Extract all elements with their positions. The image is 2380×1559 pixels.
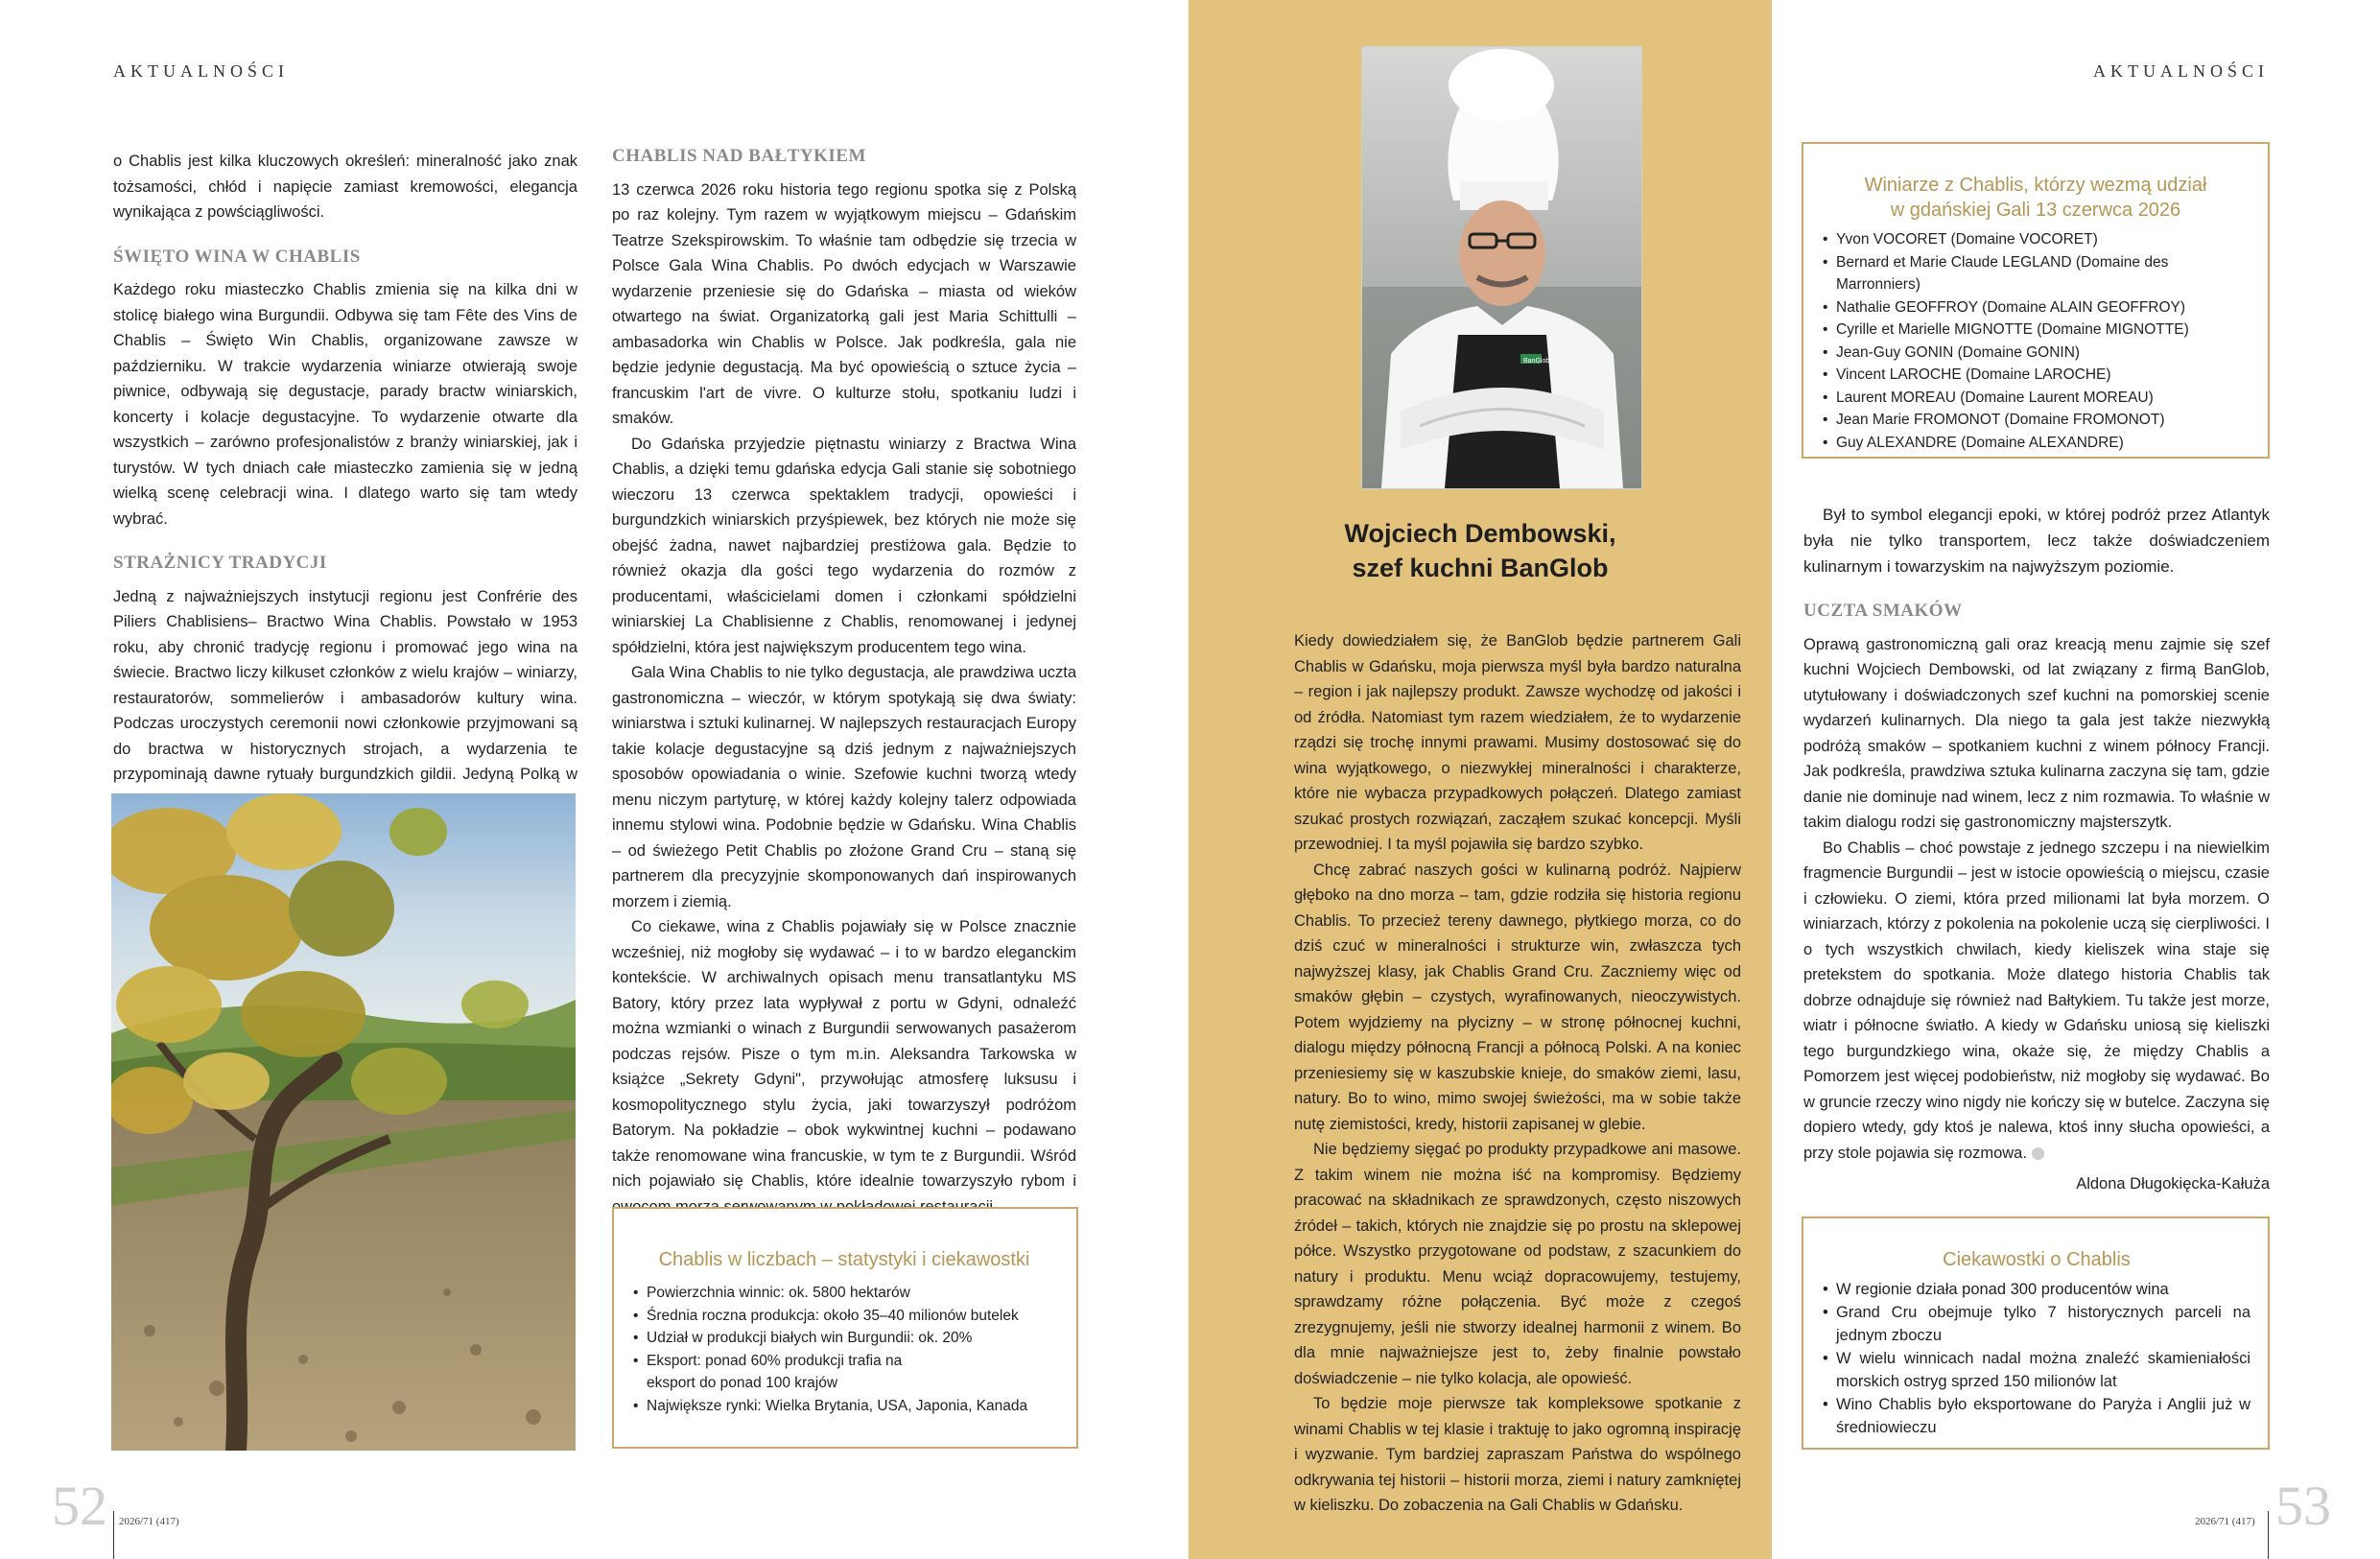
chef-paragraph-3: Nie będziemy sięgać po produkty przypadkowe ani masowe. Z takim winem nie można iść na kompromisy. Będziemy pracować na składnikach ze sprawdzonych, często niszowych źródeł – takich, których nie znajdzie się po prostu na sklepowej półce. Wszystko przygotowane od podstaw, z szacunkiem do natury i produktu. Menu wciąż dopracowujemy, testujemy, sprawdzamy różne połączenia. Być może z czegoś zrezygnujemy, jeśli nie stworzy idealnej harmonii z winem. Bo dla mnie najważniejsze jest to, żeby finalnie powstało doświadczenie – nie tylko kolacja, ale opowieść. xyxy=(1294,1141,1741,1387)
fact-item: • Grand Cru obejmuje tylko 7 historycznych parceli na jednym zboczu xyxy=(1823,1301,2250,1347)
fact-item: • Wino Chablis było eksportowane do Paryża i Anglii już w średniowieczu xyxy=(1823,1393,2250,1439)
winemakers-box xyxy=(1802,142,2270,459)
col4-intro: Był to symbol elegancji epoki, w której podróż przez Atlantyk była nie tylko transportem, lecz także doświadczeniem kulinarnym i towarzyskim na najwyższym poziomie. xyxy=(1803,506,2270,576)
footer-rule-left xyxy=(113,1511,114,1559)
chef-name-caption xyxy=(1247,516,1713,585)
winemaker-item: • Jean Marie FROMONOT (Domaine FROMONOT) xyxy=(1823,409,2249,432)
winemakers-title-line2: w gdańskiej Gali 13 czerwca 2026 xyxy=(1890,200,2181,221)
winemaker-item: • Cyrille et Marielle MIGNOTTE (Domaine MIGNOTTE) xyxy=(1823,319,2249,342)
winemaker-item: • Laurent MOREAU (Domaine Laurent MOREAU) xyxy=(1823,387,2249,410)
chef-photo xyxy=(1361,46,1642,489)
col2-paragraph-3: Gala Wina Chablis to nie tylko degustacja, ale prawdziwa uczta gastronomiczna – wieczór, w którym spotykają się dwa światy: winiarstwa i sztuki kulinarnej. W najlepszych restauracjach Europy takie kolacje degustacyjne są dziś jednym z najważniejszych sposobów opowiadania o winie. Szefowie kuchni tworzą wtedy menu niczym partyturę, w której każdy kolejny talerz odpowiada innemu stylowi wina. Podobnie będzie w Gdańsku. Wina Chablis – od świeżego Petit Chablis po złożone Grand Cru – staną się partnerem dla precyzyjnie skomponowanych dań inspirowanych morzem i ziemią. xyxy=(612,664,1076,910)
stats-box xyxy=(612,1207,1078,1449)
col2-paragraph-2: Do Gdańska przyjedzie piętnastu winiarzy z Bractwa Wina Chablis, a dzięki temu gdańska edycja Gali stanie się sobotniego wieczoru 13 czerwca spektaklem tradycji, opowieści i burgundzkich winiarskich przyśpiewek, bez których nie może się obejść żadna, nawet najbardziej prestiżowa gala. Będzie to również okazja dla gości tego wydarzenia do rozmów z producentami, właścicielami domen i członkami spółdzielni winiarskiej La Chablisienne z Chablis, renomowanej i jedynej spółdzielni, która jest największym producentem tego wina. xyxy=(612,435,1076,656)
stats-item: • Eksport: ponad 60% produkcji trafia na eksport do ponad 100 krajów xyxy=(633,1350,934,1395)
facts-box xyxy=(1802,1216,2270,1450)
col1-heading-swieto: ŚWIĘTO WINA W CHABLIS xyxy=(113,246,361,267)
winemaker-item: • Jean-Guy GONIN (Domaine GONIN) xyxy=(1823,342,2249,365)
page-number-right: 53 xyxy=(2275,1475,2331,1537)
folio-left: 2026/71 (417) xyxy=(119,1516,179,1527)
col1-paragraph-1: Każdego roku miasteczko Chablis zmienia się na kilka dni w stolicę białego wina Burgundii. Odbywa się tam Fête des Vins de Chablis – Święto Win Chablis, organizowane zawsze w październiku. W trakcie wydarzenia winiarze otwierają swoje piwnice, odbywają się degustacje, parady bractw winiarskich, koncerty i kolacje degustacyjne. To wydarzenie otwarte dla wszystkich – zarówno profesjonalistów z branży winiarskiej, jak i turystów. W tych dniach całe miasteczko zamienia się w jedną wielką scenę celebracji wina. I dlatego warto się tam wtedy wybrać. xyxy=(113,281,577,528)
stats-item: • Największe rynki: Wielka Brytania, USA, Japonia, Kanada xyxy=(633,1395,1055,1418)
chef-name: Wojciech Dembowski, xyxy=(1344,519,1616,548)
apron-logo: BanGlob xyxy=(1523,358,1550,365)
column-4 xyxy=(1803,502,2270,1197)
winemaker-item: • Yvon VOCORET (Domaine VOCORET) xyxy=(1823,228,2249,251)
vineyard-photo xyxy=(111,793,576,1451)
section-header-right: AKTUALNOŚCI xyxy=(2093,61,2269,81)
col4-paragraph-1: Oprawą gastronomiczną gali oraz kreacją menu zajmie się szef kuchni Wojciech Dembowski, od lat związany z firmą BanGlob, utytułowany i doświadczonych szef kuchni na pomorskiej scenie wydarzeń kulinarnych. Dla niego ta gala jest także niezwykłą podróżą smaków – spotkaniem kuchni z winem północy Francji. Jak podkreśla, prawdziwa sztuka kulinarna zaczyna się tam, gdzie danie nie dominuje nad winem, lecz z nim rozmawia. To właśnie w takim dialogu rodzi się gastronomiczny majsterszytk. xyxy=(1803,635,2270,831)
fact-item: • W wielu winnicach nadal można znaleźć skamieniałości morskich ostryg sprzed 150 milionów lat xyxy=(1823,1347,2250,1393)
stats-item: • Udział w produkcji białych win Burgundii: ok. 20% xyxy=(633,1327,1055,1350)
section-header-left: AKTUALNOŚCI xyxy=(113,61,289,81)
column-1 xyxy=(113,149,577,813)
page-number-left: 52 xyxy=(52,1475,107,1537)
chef-paragraph-4: To będzie moje pierwsze tak kompleksowe spotkanie z winami Chablis w tej klasie i traktuję to jako ogromną inspirację i wyzwanie. Tym bardziej zapraszam Państwa do wspólnego odkrywania tej historii – historii morza, ziemi i natury zamkniętej w kieliszku. Do zobaczenia na Gali Chablis w Gdańsku. xyxy=(1294,1395,1741,1514)
column-chef xyxy=(1294,628,1741,1519)
end-mark-icon xyxy=(2032,1147,2044,1160)
facts-list xyxy=(1823,1278,2250,1439)
winemakers-list xyxy=(1823,228,2249,454)
col2-paragraph-4: Co ciekawe, wina z Chablis pojawiały się w Polsce znacznie wcześniej, niż mogłoby się wydawać – i to w bardzo eleganckim kontekście. W archiwalnych opisach menu transatlantyku MS Batory, który przez lata wypływał z portu w Gdyni, odnaleźć można wzmianki o winach z Burgundii serwowanych pasażerom podczas rejsów. Pisze o tym m.in. Aleksandra Tarkowska w książce „Sekrety Gdyni", przywołując atmosferę luksusu i kosmopolitycznego stylu życia, jaki towarzyszył podróżom Batorym. Na pokładzie – obok wykwintnej kuchni – podawano także renomowane wina francuskie, w tym te z Burgundii. Wśród nich pojawiało się Chablis, które idealnie towarzyszyło rybom i xyxy=(612,918,1076,1190)
col1-heading-straznicy: STRAŻNICY TRADYCJI xyxy=(113,553,327,573)
col2-heading-baltyk: CHABLIS NAD BAŁTYKIEM xyxy=(612,146,866,166)
fact-item: • W regionie działa ponad 300 producentów wina xyxy=(1823,1278,2250,1301)
footer-rule-right xyxy=(2268,1511,2269,1559)
stats-box-title: Chablis w liczbach – statystyki i ciekawostki xyxy=(658,1249,1030,1270)
winemaker-item: • Nathalie GEOFFROY (Domaine ALAIN GEOFFROY) xyxy=(1823,296,2249,319)
col4-paragraph-2 xyxy=(1803,836,2270,1167)
chef-paragraph-1: Kiedy dowiedziałem się, że BanGlob będzie partnerem Gali Chablis w Gdańsku, moja pierwsza myśl była bardzo naturalna – region i jak najlepszy produkt. Zawsze wychodzę od jakości i od źródła. Natomiast tym razem wiedziałem, że to wydarzenie rządzi się trochę innymi prawami. Musimy dostosować się do wina wyjątkowego, o niezwykłej mineralności i charakterze, które nie wybacza przypadkowych połączeń. Dlatego zamiast szukać prostych rozwiązań, zacząłem szukać koncepcji. Myśli przewodniej. I ta myśl pojawiła się bardzo szybko. xyxy=(1294,632,1741,853)
folio-right: 2026/71 (417) xyxy=(2195,1516,2255,1527)
winemaker-item: • Vincent LAROCHE (Domaine LAROCHE) xyxy=(1823,364,2249,387)
facts-box-title: Ciekawostki o Chablis xyxy=(1943,1249,2131,1270)
stats-item: • Średnia roczna produkcja: około 35–40 milionów butelek xyxy=(633,1305,1055,1328)
col2-paragraph-1: 13 czerwca 2026 roku historia tego regionu spotka się z Polską po raz kolejny. Tym razem w wyjątkowym miejscu – Gdańskim Teatrze Szekspirowskim. To właśnie tam odbędzie się trzecia w Polsce Gala Wina Chablis. Po dwóch edycjach w Warszawie wydarzenie przeniesie się do Gdańska – miasta od wieków otwartego na świat. Organizatorką gali jest Maria Schittulli – ambasadorka win Chablis w Polsce. Jak podkreśla, gala nie będzie jedynie degustacją. Ma być opowieścią o sztuce życia – francuskim l'art de vivre. O kulturze stołu, spotkaniu ludzi i smaków. xyxy=(612,180,1076,427)
stats-list xyxy=(633,1282,1055,1417)
column-2 xyxy=(612,144,1076,1219)
col1-intro: o Chablis jest kilka kluczowych określeń: mineralność jako znak tożsamości, chłód i napięcie zamiast kremowości, elegancja wynikająca z powściągliwości. xyxy=(113,153,577,221)
winemaker-item: • Bernard et Marie Claude LEGLAND (Domaine des Marronniers) xyxy=(1823,251,2249,296)
col4-heading-uczta: UCZTA SMAKÓW xyxy=(1803,601,1963,621)
author-signature: Aldona Długokięcka-Kałuża xyxy=(2076,1175,2270,1193)
chef-paragraph-2: Chcę zabrać naszych gości w kulinarną podróż. Najpierw głęboko na dno morza – tam, gdzie rodziła się historia regionu Chablis. To przecież tereny dawnego, płytkiego morza, co do dziś czuć w mineralności i strukturze win, zwłaszcza tych najwyższej klasy, jak Chablis Grand Cru. Zaczniemy więc od smaków głębin – czystych, wyrafinowanych, nieoczywistych. Potem wyjdziemy na płycizny – w stronę północnej kuchni, dialogu między północną Francji a północą Polski. A na koniec przeniesiemy się w kaszubskie knieje, do smaków ziemi, lasu, natury. Bo to wino, mimo swojej świeżości, ma w sobie także nutę ziemistości, kredy, historii zapisanej w glebie. xyxy=(1294,861,1741,1133)
col1-paragraph-2: Jedną z najważniejszych instytucji regionu jest Confrérie des Piliers Chablisiens– Bractwo Wina Chablis. Powstało w 1953 roku, aby chronić tradycję regionu i promować jego wina na świecie. Bractwo liczy kilkuset członków z wielu krajów – winiarzy, restauratorów, sommelierów i ambasadorów kultury wina. Podczas uroczystych ceremonii nowi członkowie przyjmowani są do bractwa w historycznych strojach, a wydarzenia te przypominają dawne rytuały burgundzkich gildii. Jedyną Polką w xyxy=(113,587,577,783)
winemakers-title-line1: Winiarze z Chablis, którzy wezmą udział xyxy=(1864,175,2207,196)
winemaker-item: • Guy ALEXANDRE (Domaine ALEXANDRE) xyxy=(1823,432,2249,455)
chef-role: szef kuchni BanGlob xyxy=(1352,554,1609,582)
col4-paragraph-2-text: Bo Chablis – choć powstaje z jednego szczepu i na niewielkim fragmencie Burgundii – jest w istocie opowieścią o miejscu, czasie i człowieku. O ziemi, która przed milionami lat była morzem. O winiarzach, którzy z pokolenia na pokolenie uczą się cierpliwości. I o tych wszystkich chwilach, kiedy kieliszek wina staje się pretekstem do spotkania. Może dlatego historia Chablis tak dobrze odnajduje się również nad Bałtykiem. Tu także jest morze, wiatr i północne światło. A kiedy w Gdańsku uniosą się kieliszki tego burgundzkiego wina, okaże się, że między Chablis a Pomorzem jest więcej podobieństw, niż mogłoby się wydawać. Bo w gruncie rzeczy wino nigdy nie kończy się w butelce. Zaczyna się dopiero wtedy, gdy ktoś je nalewa, ktoś inny słucha opowieści, a przy stole pojawia się rozmowa. xyxy=(1803,839,2270,1162)
stats-item: • Powierzchnia winnic: ok. 5800 hektarów xyxy=(633,1282,1055,1305)
